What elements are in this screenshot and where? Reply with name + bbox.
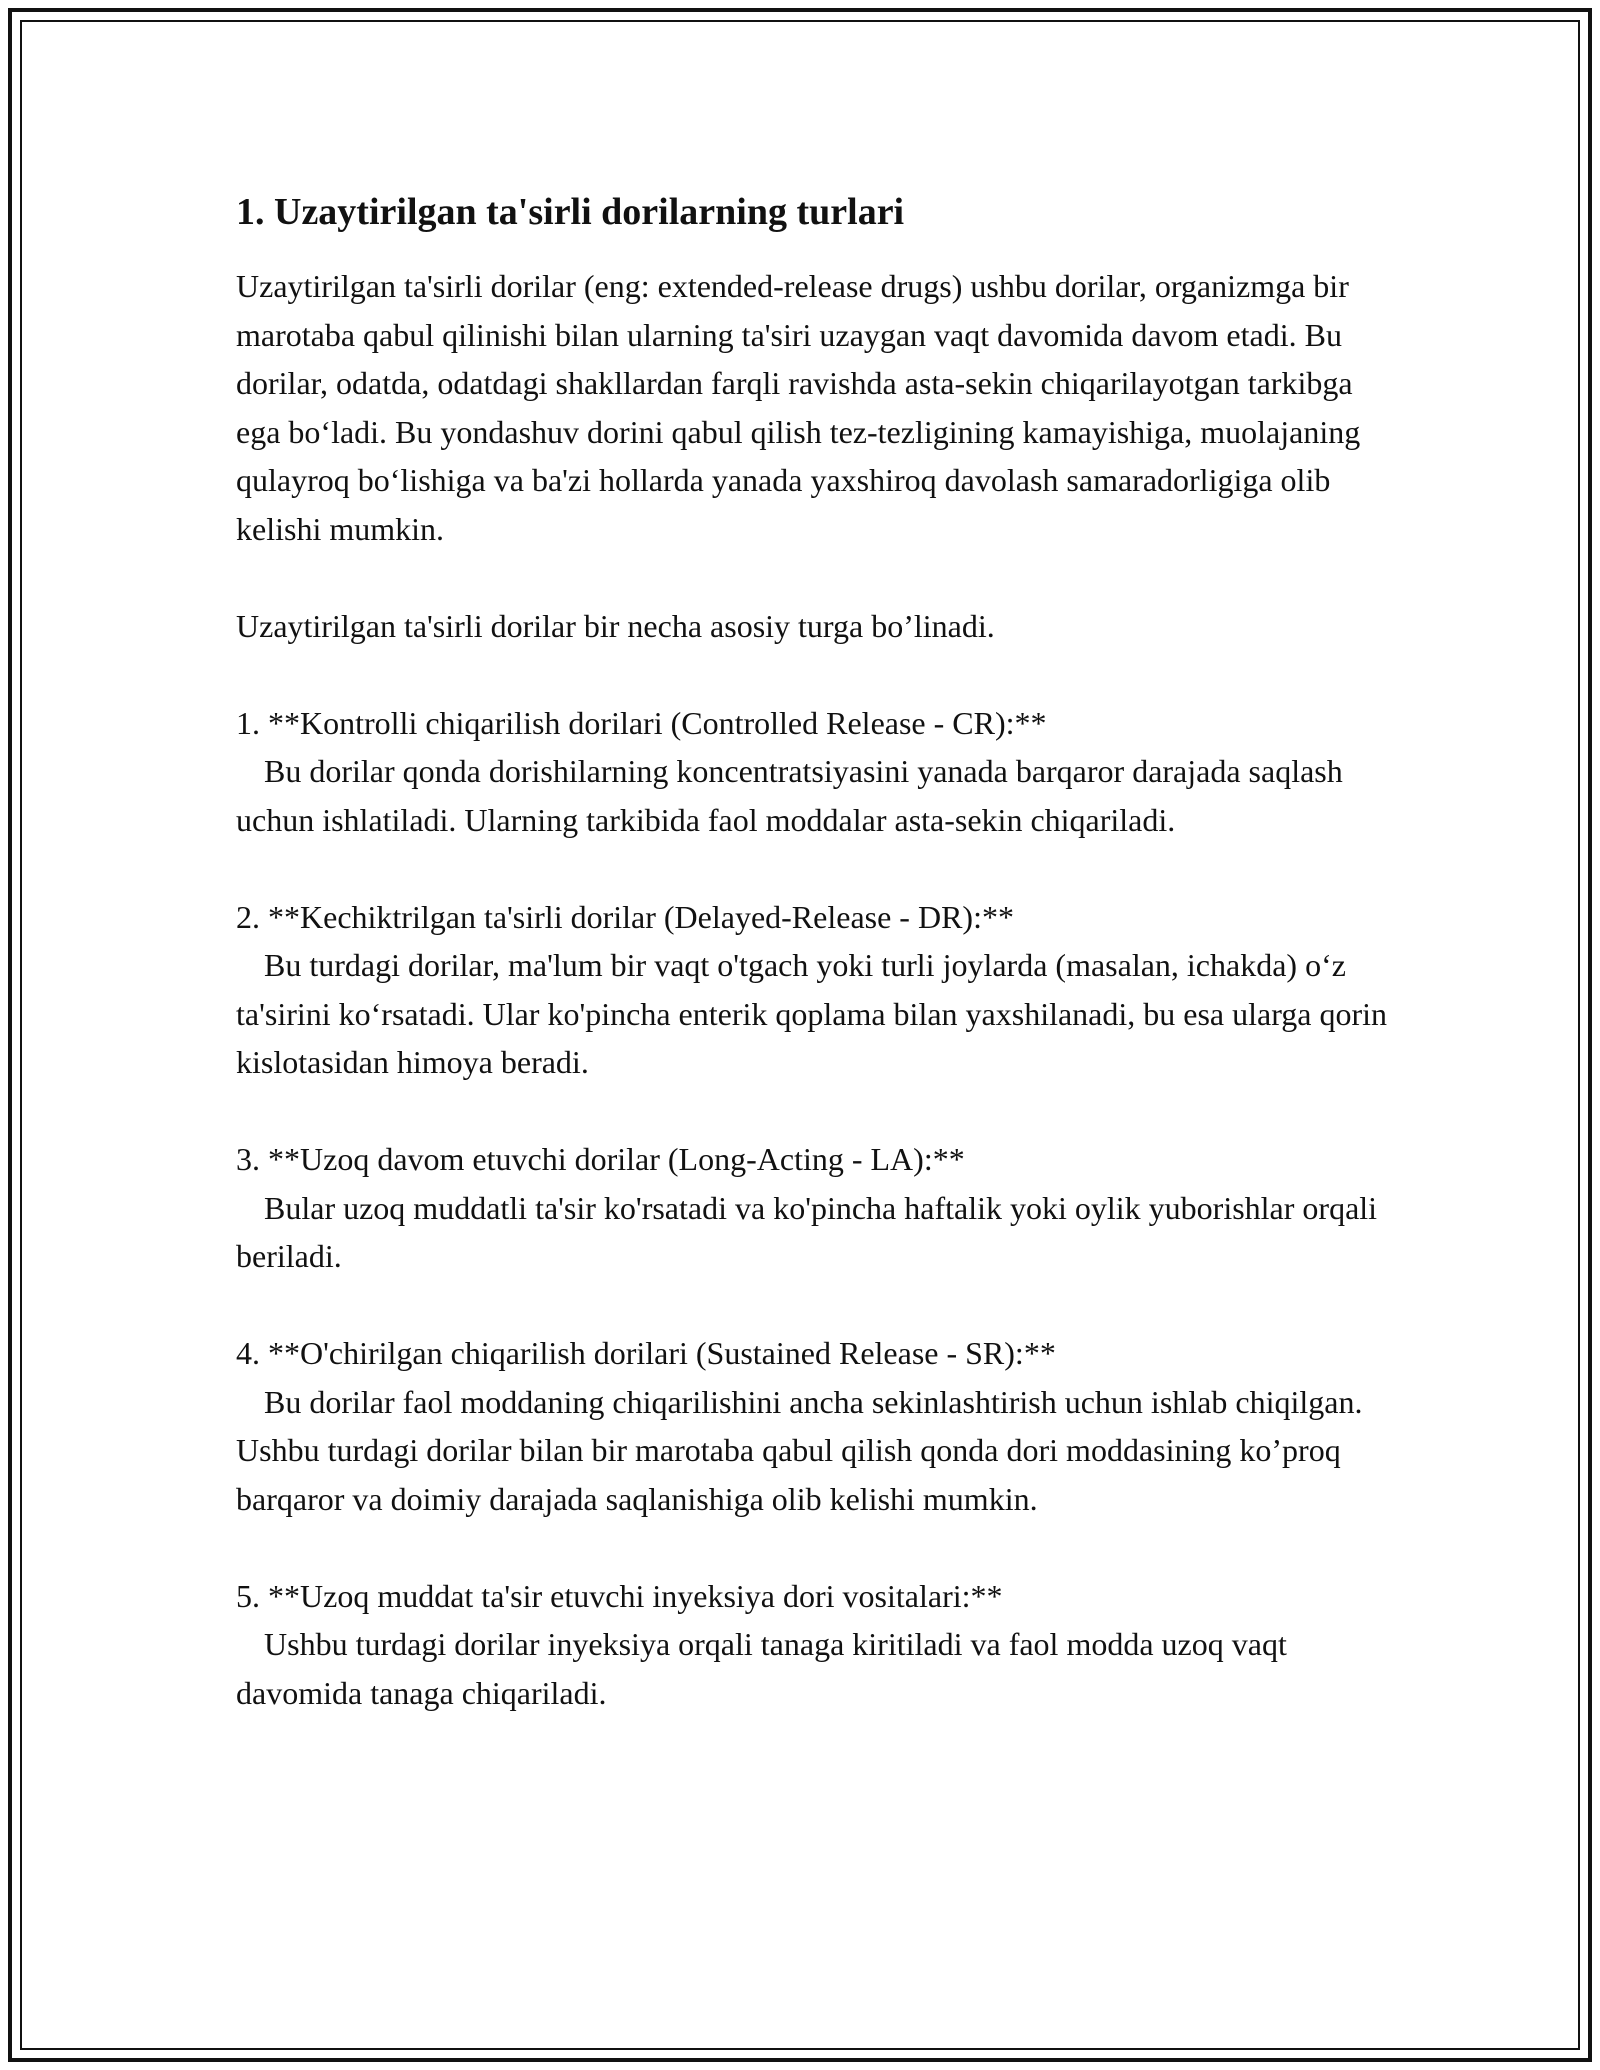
list-item xyxy=(236,1329,1396,1523)
list-item-body: Bular uzoq muddatli ta'sir ko'rsatadi va ko'pincha haftalik yoki oylik yuborishlar orqali beriladi. xyxy=(236,1189,1378,1274)
list-item-title: 5. **Uzoq muddat ta'sir etuvchi inyeksiya dori vositalari:** xyxy=(236,1577,1003,1614)
list-item-body: Bu dorilar faol moddaning chiqarilishini ancha sekinlashtirish uchun ishlab chiqilgan. Ushbu turdagi dorilar bilan bir marotaba qabul qilish qonda dori moddasining ko’proq barqaror va doimiy darajada saqlanishiga olib kelishi mumkin. xyxy=(236,1383,1363,1517)
list-item xyxy=(236,699,1396,845)
list-item-title: 3. **Uzoq davom etuvchi dorilar (Long-Acting - LA):** xyxy=(236,1141,965,1177)
list-item xyxy=(236,1135,1396,1281)
list-item-body: Ushbu turdagi dorilar inyeksiya orqali tanaga kiritiladi va faol modda uzoq vaqt davomida tanaga chiqariladi. xyxy=(236,1626,1287,1711)
document-body xyxy=(236,188,1396,1717)
list-item-body: Bu turdagi dorilar, ma'lum bir vaqt o'tgach yoki turli joylarda (masalan, ichakda) o‘z ta'sirini ko‘rsatadi. Ular ko'pincha enterik qoplama bilan yaxshilanadi, bu esa ularga qorin kislotasidan himoya beradi. xyxy=(236,947,1388,1080)
list-item xyxy=(236,893,1396,1087)
list-item xyxy=(236,1572,1396,1718)
list-item-title: 2. **Kechiktrilgan ta'sirli dorilar (Delayed-Release - DR):** xyxy=(236,898,1014,935)
types-intro-paragraph: Uzaytirilgan ta'sirli dorilar bir necha asosiy turga bo’linadi. xyxy=(236,607,995,644)
list-item-title: 1. **Kontrolli chiqarilish dorilari (Controlled Release - CR):** xyxy=(236,704,1047,741)
list-item-title: 4. **O'chirilgan chiqarilish dorilari (Sustained Release - SR):** xyxy=(236,1335,1056,1371)
section-heading: 1. Uzaytirilgan ta'sirli dorilarning turlari xyxy=(236,191,905,233)
list-item-body: Bu dorilar qonda dorishilarning koncentratsiyasini yanada barqaror darajada saqlash uchun ishlatiladi. Ularning tarkibida faol moddalar asta-sekin chiqariladi. xyxy=(236,753,1343,838)
intro-paragraph: Uzaytirilgan ta'sirli dorilar (eng: extended-release drugs) ushbu dorilar, organizmga bir marotaba qabul qilinishi bilan ularning ta'siri uzaygan vaqt davomida davom etadi. Bu dorilar, odatda, odatdagi shakllardan farqli ravishda asta-sekin chiqarilayotgan tarkibga ega bo‘ladi. Bu yondashuv dorini qabul qilish tez-tezligining kamayishiga, muolajaning qulayroq bo‘lishiga va ba'zi hollarda yanada yaxshiroq davolash samaradorligiga olib kelishi mumkin. xyxy=(236,268,1361,547)
